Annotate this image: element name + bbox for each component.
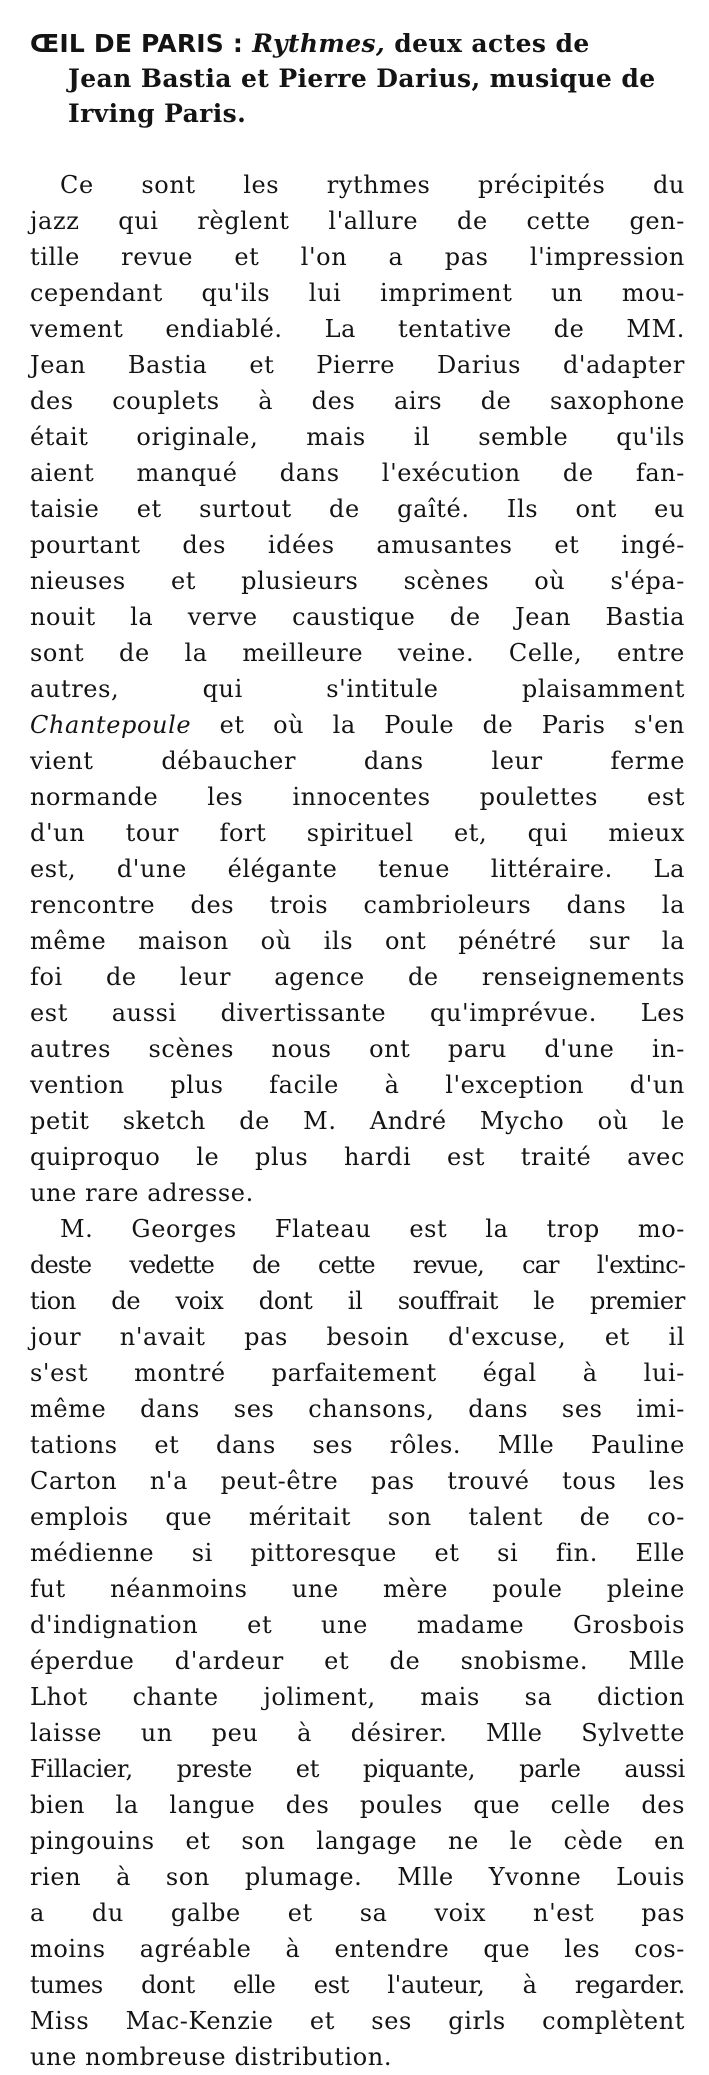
text-line: d'un tour fort spirituel et, qui mieux [30, 819, 685, 847]
text-line: jour n'avait pas besoin d'excuse, et il [30, 1323, 685, 1351]
heading-line-3: Irving Paris. [68, 99, 247, 128]
heading-line-1-rest: deux actes de [394, 29, 590, 58]
text-line: médienne si pittoresque et si fin. Elle [30, 1539, 685, 1567]
text-line: autres scènes nous ont paru d'une in- [30, 1035, 685, 1063]
text-line: fut néanmoins une mère poule pleine [30, 1575, 685, 1603]
text-line: Carton n'a peut-être pas trouvé tous les [30, 1467, 685, 1495]
text-line: pingouins et son langage ne le cède en [30, 1827, 685, 1855]
text-line: nouit la verve caustique de Jean Bastia [30, 603, 685, 631]
text-line: autres, qui s'intitule plaisamment [30, 675, 685, 703]
text-line: est aussi divertissante qu'imprévue. Les [30, 999, 685, 1027]
text-line: était originale, mais il semble qu'ils [30, 423, 685, 451]
article-column [30, 26, 685, 2075]
text-line: Ce sont les rythmes précipités du [60, 171, 685, 199]
text-line: vient débaucher dans leur ferme [30, 747, 685, 775]
text-line: moins agréable à entendre que les cos- [30, 1935, 685, 1963]
text-line: tations et dans ses rôles. Mlle Pauline [30, 1431, 685, 1459]
text-line: taisie et surtout de gaîté. Ils ont eu [30, 495, 685, 523]
text-line: petit sketch de M. André Mycho où le [30, 1107, 685, 1135]
text-line: cependant qu'ils lui impriment un mou- [30, 279, 685, 307]
heading-line-1 [30, 26, 685, 61]
text-line: foi de leur agence de renseignements [30, 963, 685, 991]
text-line: a du galbe et sa voix n'est pas [30, 1899, 685, 1927]
paragraph-2 [30, 1211, 685, 2075]
review-heading [30, 26, 685, 131]
show-title: Rythmes, [252, 29, 386, 58]
text-line: vention plus facile à l'exception d'un [30, 1071, 685, 1099]
text-line: même dans ses chansons, dans ses imi- [30, 1395, 685, 1423]
text-line: normande les innocentes poulettes est [30, 783, 685, 811]
text-line: tumes dont elle est l'auteur, à regarder. [30, 1971, 685, 1999]
text-line: Lhot chante joliment, mais sa diction [30, 1683, 685, 1711]
article-body [30, 167, 685, 2075]
text-line: sont de la meilleure veine. Celle, entre [30, 639, 685, 667]
text-line: pourtant des idées amusantes et ingé- [30, 531, 685, 559]
text-line: s'est montré parfaitement égal à lui- [30, 1359, 685, 1387]
text-line-rest: et où la Poule de Paris s'en [191, 711, 685, 739]
text-line: emplois que méritait son talent de co- [30, 1503, 685, 1531]
text-line: une nombreuse distribution. [30, 2043, 393, 2071]
text-line: même maison où ils ont pénétré sur la [30, 927, 685, 955]
text-line: rencontre des trois cambrioleurs dans la [30, 891, 685, 919]
text-line: tille revue et l'on a pas l'impression [30, 243, 685, 271]
text-line: rien à son plumage. Mlle Yvonne Louis [30, 1863, 685, 1891]
text-line: M. Georges Flateau est la trop mo- [60, 1215, 685, 1243]
text-line: jazz qui règlent l'allure de cette gen- [30, 207, 685, 235]
text-line: quiproquo le plus hardi est traité avec [30, 1143, 685, 1171]
text-line: tion de voix dont il souffrait le premier [30, 1287, 685, 1315]
text-line: Miss Mac-Kenzie et ses girls complètent [30, 2007, 685, 2035]
text-line: Jean Bastia et Pierre Darius d'adapter [30, 351, 685, 379]
text-line: d'indignation et une madame Grosbois [30, 1611, 685, 1639]
text-line: laisse un peu à désirer. Mlle Sylvette [30, 1719, 685, 1747]
venue-name: ŒIL DE PARIS : [30, 29, 244, 58]
text-line: des couplets à des airs de saxophone [30, 387, 685, 415]
paragraph-1 [30, 167, 685, 1211]
text-line [30, 707, 685, 743]
text-line: vement endiablé. La tentative de MM. [30, 315, 685, 343]
italic-title: Chantepoule [30, 711, 192, 739]
text-line: est, d'une élégante tenue littéraire. La [30, 855, 685, 883]
text-line: bien la langue des poules que celle des [30, 1791, 685, 1819]
text-line: deste vedette de cette revue, car l'extinc- [30, 1251, 685, 1279]
text-line: nieuses et plusieurs scènes où s'épa- [30, 567, 685, 595]
text-line: Fillacier, preste et piquante, parle aussi [30, 1755, 685, 1783]
text-line: aient manqué dans l'exécution de fan- [30, 459, 685, 487]
text-line: éperdue d'ardeur et de snobisme. Mlle [30, 1647, 685, 1675]
heading-line-2: Jean Bastia et Pierre Darius, musique de [68, 64, 656, 93]
text-line: une rare adresse. [30, 1179, 254, 1207]
